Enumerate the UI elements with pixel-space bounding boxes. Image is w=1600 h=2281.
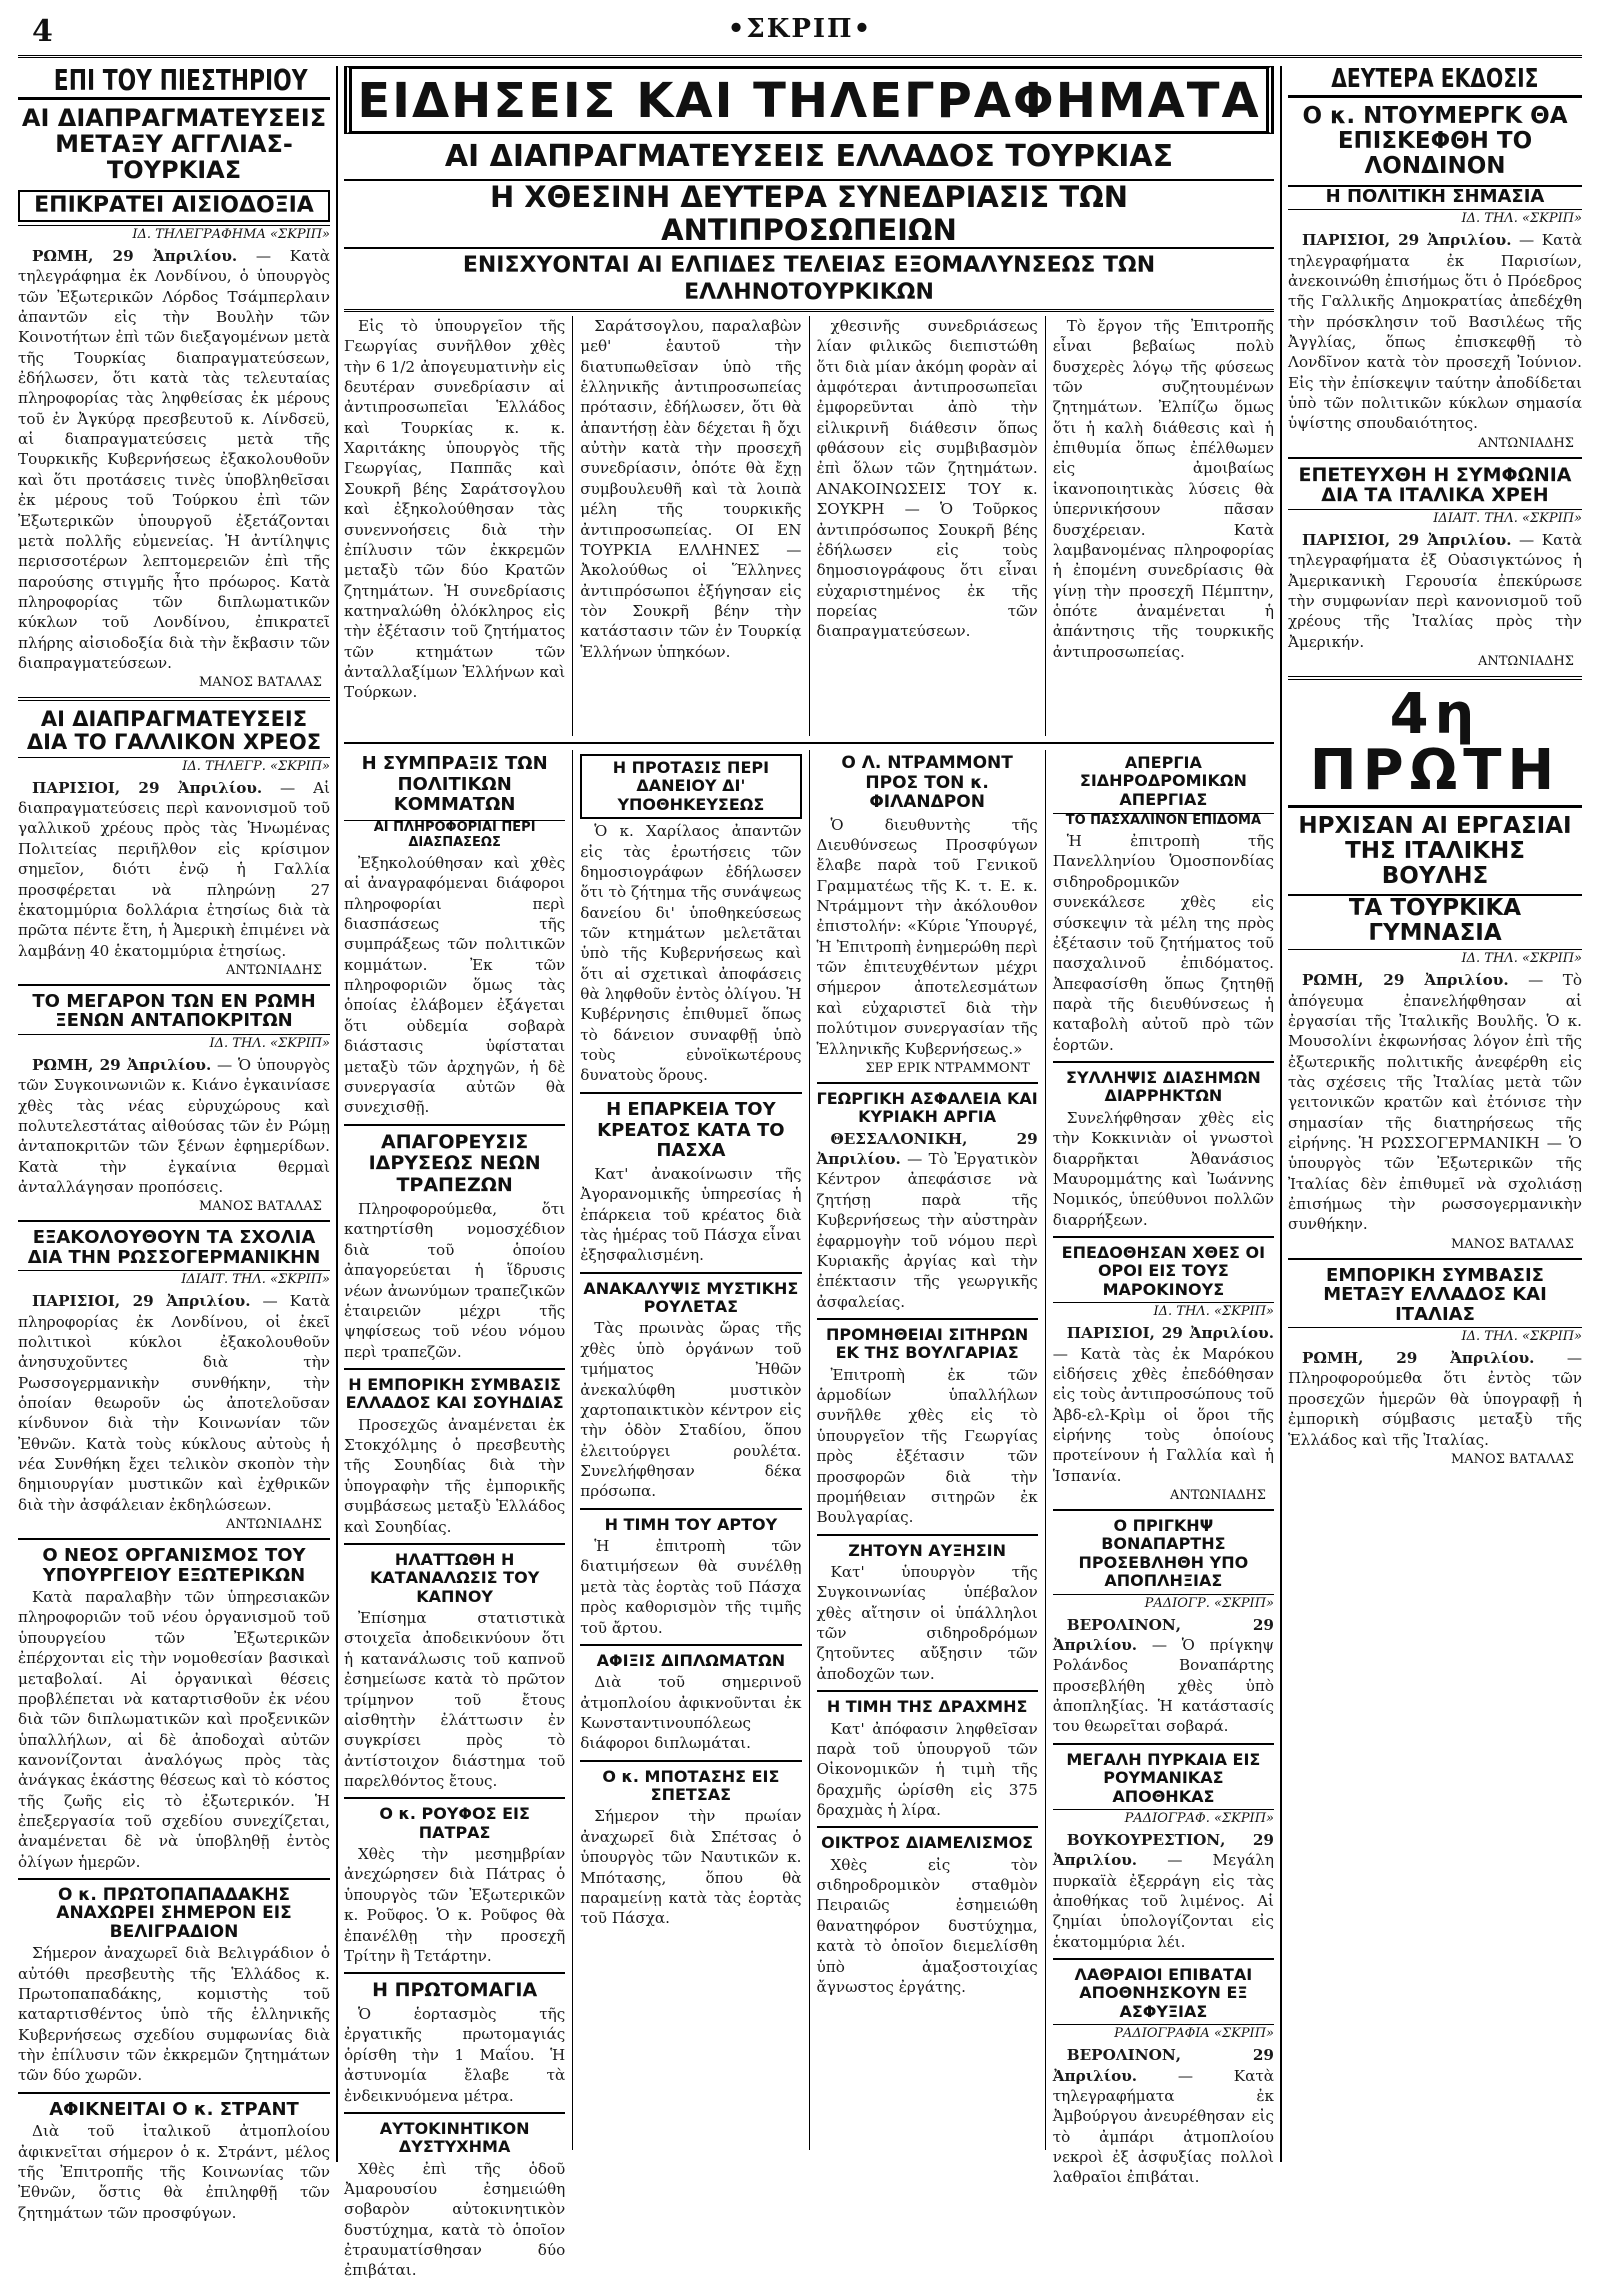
dateline: ΡΩΜΗ, 29 Ἀπριλίου. [1302,971,1509,990]
article-text: Κατὰ παραλαβὴν τῶν ὑπηρεσιακῶν πληροφοριῶν τοῦ νέου ὀργανισμοῦ τοῦ ὑπουργείου τῶν Ἐξωτερικῶν ἐπέρχονται εἰς τὴν νομοθεσίαν βασικαὶ μεταβολαί. Αἱ ὀργανικαὶ θέσεις προβλέπεται νὰ καταρτισθοῦν ἐκ νέου διὰ τῶν διπλωματικῶν καὶ προξενικῶν ὑπαλλήλων, αἱ δὲ ἀποδοχαὶ αὐτῶν κανονίζονται ἀναλόγως πρὸς τὰς ἀνάγκας ἑκάστης θέσεως καὶ τὸ κόστος τῆς ζωῆς εἰς τὸ ἐξωτερικόν. Ἡ ἐπεξεργασία τοῦ σχεδίου συνεχίζεται, ἀναμένεται δὲ νὰ ὑποβληθῇ ἐντὸς ὀλίγων ἡμερῶν. [18,1588,330,1871]
article-subtitle: Η ΠΟΛΙΤΙΚΗ ΣΗΜΑΣΙΑ [1288,185,1582,206]
article-text: Τὰς πρωινὰς ὥρας τῆς χθὲς ὑπὸ ὀργάνων τοῦ τμήματος Ἠθῶν ἀνεκαλύφθη μυστικὸν χαρτοπαικτικὸν κέντρον εἰς τὴν ὁδὸν Σταδίου, ὅπου ἐλειτούργει ρουλέτα. Συνελήφθησαν δέκα πρόσωπα. [580,1319,802,1501]
paper-name: •ΣΚΡΙΠ• [727,14,873,44]
signature: ΜΑΝΟΣ ΒΑΤΑΛΑΣ [1450,1236,1574,1252]
article-title: ΜΕΓΑΛΗ ΠΥΡΚΑΙΑ ΕΙΣ ΡΟΥΜΑΝΙΚΑΣ ΑΠΟΘΗΚΑΣ [1066,1749,1261,1806]
article-text: — Κατὰ τηλεγραφήματα ἐκ Ἀμβούργου ἀνευρέθησαν εἰς τὸ ἀμπάρι ἀτμοπλοίου νεκροὶ ἐξ ἀσφυξίας πολλοὶ λαθραῖοι ἐπιβάται. [1052,2066,1275,2187]
article-title: ΟΙΚΤΡΟΣ ΔΙΑΜΕΛΙΣΜΟΣ [821,1833,1034,1853]
dateline: ΡΩΜΗ, 29 Ἀπριλίου. [1302,1349,1535,1368]
byline: ΙΔ. ΤΗΛ. «ΣΚΡΙΠ» [1053,1302,1274,1319]
article-text: Προσεχῶς ἀναμένεται ἐκ Στοκχόλμης ὁ πρεσβευτὴς τῆς Σουηδίας διὰ τὴν ὑπογραφὴν τῆς ἐμπορικῆς συμβάσεως μεταξὺ Ἑλλάδος καὶ Σουηδίας. [344,1415,566,1536]
article-body [18,1055,330,1198]
section-kicker: ΕΠΙ ΤΟΥ ΠΙΕΣΤΗΡΙΟΥ [53,64,308,97]
signature: ΑΝΤΩΝΙΑΔΗΣ [1477,435,1574,451]
dateline: ΡΩΜΗ, 29 Ἀπριλίου. [32,246,238,265]
article-subtitle: ΤΑ ΤΟΥΡΚΙΚΑ ΓΥΜΝΑΣΙΑ [1288,894,1582,946]
article-title: ΓΕΩΡΓΙΚΗ ΑΣΦΑΛΕΙΑ ΚΑΙ ΚΥΡΙΑΚΗ ΑΡΓΙΑ [816,1088,1038,1127]
signature: ΑΝΤΩΝΙΑΔΗΣ [1477,654,1574,669]
article-text: Κατ' ἀπόφασιν ληφθεῖσαν παρὰ τοῦ ὑπουργοῦ τῶν Οἰκονομικῶν ἡ τιμὴ τῆς δραχμῆς ὡρίσθη εἰς 375 δραχμὰς ἡ λίρα. [816,1719,1038,1819]
signature: ΜΑΝΟΣ ΒΑΤΑΛΑΣ [198,1199,322,1215]
article-title: Ο ΝΕΟΣ ΟΡΓΑΝΙΣΜΟΣ ΤΟΥ ΥΠΟΥΡΓΕΙΟΥ ΕΞΩΤΕΡΙΚΩΝ [42,1545,306,1586]
article-text: — Κατὰ τηλεγραφήματα ἐκ Παρισίων, ἀνεκοινώθη ἐπισήμως ὅτι ὁ Πρόεδρος τῆς Γαλλικῆς Δημοκρατίας ἀπεδέχθη τὴν πρόσκλησιν τοῦ Βασιλέως τῆς Ἀγγλίας, ὅπως ἐπισκεφθῇ τὸ Λονδῖνον κατὰ τὸν προσεχῆ Ἰούνιον. Εἰς τὴν ἐπίσκεψιν ταύτην ἀποδίδεται ὑπὸ τῶν πολιτικῶν κύκλων σημασία ὑψίστης σπουδαιότητος. [1288,231,1582,433]
byline: ΙΔ. ΤΗΛ. «ΣΚΡΙΠ» [18,1034,330,1051]
article-title: ΑΦΙΚΝΕΙΤΑΙ Ο κ. ΣΤΡΑΝΤ [49,2098,299,2120]
article-title: Η ΠΡΟΤΑΣΙΣ ΠΕΡΙ ΔΑΝΕΙΟΥ ΔΙ' ΥΠΟΘΗΚΕΥΣΕΩΣ [580,754,801,819]
article-title: ΗΡΧΙΣΑΝ ΑΙ ΕΡΓΑΣΙΑΙ ΤΗΣ ΙΤΑΛΙΚΗΣ ΒΟΥΛΗΣ [1298,813,1572,889]
article-title: Ο κ. ΡΟΥΦΟΣ ΕΙΣ ΠΑΤΡΑΣ [379,1804,530,1842]
page-number: 4 [32,14,53,49]
article-body [1288,970,1582,1235]
article-title: ΑΙ ΔΙΑΠΡΑΓΜΑΤΕΥΣΕΙΣ ΜΕΤΑΞΥ ΑΓΓΛΙΑΣ-ΤΟΥΡΚΙΑΣ [21,104,327,185]
signature: ΜΑΝΟΣ ΒΑΤΑΛΑΣ [198,675,322,691]
news-banner: ΕΙΔΗΣΕΙΣ ΚΑΙ ΤΗΛΕΓΡΑΦΗΜΑΤΑ [344,66,1274,134]
main-deck: ΕΝΙΣΧΥΟΝΤΑΙ ΑΙ ΕΛΠΙΔΕΣ ΤΕΛΕΙΑΣ ΕΞΟΜΑΛΥΝΣΕΩΣ ΤΩΝ ΕΛΛΗΝΟΤΟΥΡΚΙΚΩΝ [344,253,1274,312]
article-title: Ο κ. ΝΤΟΥΜΕΡΓΚ ΘΑ ΕΠΙΣΚΕΦΘΗ ΤΟ ΛΟΝΔΙΝΟΝ [1302,103,1568,179]
article-title: ΑΦΙΞΙΣ ΔΙΠΛΩΜΑΤΩΝ [596,1650,786,1670]
dateline: ΡΩΜΗ, 29 Ἀπριλίου. [32,1055,212,1074]
dateline: ΒΕΡΟΛΙΝΟΝ, 29 Ἀπριλίου. [1052,2046,1274,2085]
article-body [18,1291,330,1515]
article-body [1053,1615,1274,1737]
article-text: Χθὲς εἰς τὸν σιδηροδρομικὸν σταθμὸν Πειραιῶς ἐσημειώθη θανατηφόρον δυστύχημα, κατὰ τὸ ὁποῖον διεμελίσθη ὑπὸ ἁμαξοστοιχίας ἄγνωστος ἐργάτης. [816,1855,1038,1996]
article-subtitle: ΑΙ ΠΛΗΡΟΦΟΡΙΑΙ ΠΕΡΙ ΔΙΑΣΠΑΣΕΩΣ [344,820,565,851]
page-four-marker: 4η ΠΡΩΤΗ [1288,687,1582,808]
byline: ΙΔ. ΤΗΛ. «ΣΚΡΙΠ» [1288,949,1582,966]
article-title: Η ΤΙΜΗ ΤΟΥ ΑΡΤΟΥ [604,1514,778,1534]
article-text: Ἐπιτροπὴ ἐκ τῶν ἁρμοδίων ὑπαλλήλων συνῆλθε χθὲς εἰς τὸ ὑπουργεῖον τῆς Γεωργίας πρὸς ἐξέτασιν τῶν προσφορῶν διὰ τὴν προμήθειαν σιτηρῶν ἐκ Βουλγαρίας. [816,1365,1038,1527]
article-body [817,1129,1038,1312]
article-title: Ο κ. ΜΠΟΤΑΣΗΣ ΕΙΣ ΣΠΕΤΣΑΣ [602,1766,780,1805]
article-text: Κατ' ὑπουργὸν τῆς Συγκοινωνίας ὑπέβαλον χθὲς αἴτησιν οἱ ὑπάλληλοι τῶν σιδηροδρόμων ζητοῦντες αὔξησιν τῶν ἀποδοχῶν των. [816,1562,1038,1683]
article-subtitle: ΤΟ ΠΑΣΧΑΛΙΝΟΝ ΕΠΙΔΟΜΑ [1053,813,1274,829]
article-text: — Μεγάλη πυρκαϊὰ ἐξερράγη εἰς τὰς ἀποθήκας τοῦ λιμένος. Αἱ ζημίαι ὑπολογίζονται εἰς ἑκατομμύρια λέι. [1052,1851,1274,1951]
article-body [1053,1323,1274,1486]
byline: ΙΔ. ΤΗΛΕΓΡΑΦΗΜΑ «ΣΚΡΙΠ» [18,225,330,242]
article-subtitle: ΕΠΙΚΡΑΤΕΙ ΑΙΣΙΟΔΟΞΙΑ [18,190,330,222]
article-text: Ὁ διευθυντὴς τῆς Διευθύνσεως Προσφύγων ἔλαβε παρὰ τοῦ Γενικοῦ Γραμματέως τῆς Κ. τ. Ε. κ. Ντράμμοντ τὴν ἀκόλουθον ἐπιστολήν: «Κύριε Ὑπουργέ, Ἡ Ἐπιτροπὴ ἐνημερώθη περὶ τῶν ἐπιτευχθέντων μέχρι σήμερον ἀποτελεσμάτων καὶ εὐχαριστεῖ διὰ τὴν πολύτιμον συνεργασίαν τῆς Ἑλληνικῆς Κυβερνήσεως.» [816,815,1038,1058]
article-text: Διὰ τοῦ ἰταλικοῦ ἀτμοπλοίου ἀφικνεῖται σήμερον ὁ κ. Στράντ, μέλος τῆς Ἐπιτροπῆς τῆς Κοινωνίας τῶν Ἐθνῶν, ὅστις θὰ ἐπιληφθῇ τῶν ζητημάτων τῶν προσφύγων. [18,2122,330,2222]
article-title: Ο Λ. ΝΤΡΑΜΜΟΝΤ ΠΡΟΣ ΤΟΝ κ. ΦΙΛΑΝΔΡΟΝ [841,752,1013,813]
article-title: ΤΟ ΜΕΓΑΡΟΝ ΤΩΝ ΕΝ ΡΩΜΗ ΞΕΝΩΝ ΑΝΤΑΠΟΚΡΙΤΩΝ [32,990,316,1032]
article-title: ΣΥΛΛΗΨΙΣ ΔΙΑΣΗΜΩΝ ΔΙΑΡΡΗΚΤΩΝ [1066,1068,1261,1106]
article-text: Χθὲς τὴν μεσημβρίαν ἀνεχώρησεν διὰ Πάτρας ὁ ὑπουργὸς τῶν Ἐξωτερικῶν κ. Ροῦφος. Ὁ κ. Ροῦφος θὰ ἐπανέλθῃ τὴν προσεχῆ Τρίτην ἢ Τετάρτην. [344,1845,566,1965]
byline: ΙΔ. ΤΗΛ. «ΣΚΡΙΠ» [1288,209,1582,226]
article-title: ΑΝΑΚΑΛΥΨΙΣ ΜΥΣΤΙΚΗΣ ΡΟΥΛΕΤΑΣ [583,1278,799,1317]
dateline: ΒΟΥΚΟΥΡΕΣΤΙΟΝ, 29 Ἀπριλίου. [1052,1830,1274,1870]
article-title: Η ΕΠΑΡΚΕΙΑ ΤΟΥ ΚΡΕΑΤΟΣ ΚΑΤΑ ΤΟ ΠΑΣΧΑ [597,1098,785,1162]
dateline: ΠΑΡΙΣΙΟΙ, 29 Ἀπριλίου. [32,1292,251,1311]
signature: ΑΝΤΩΝΙΑΔΗΣ [225,1517,322,1533]
article-body [1053,1830,1274,1952]
dateline: ΠΑΡΙΣΙΟΙ, 29 Ἀπριλίου. [1302,231,1512,250]
article-text: — Ὁ πρίγκηψ Ρολάνδος Βοναπάρτης προσεβλήθη χθὲς ὑπὸ ἀποπληξίας. Ἡ κατάστασίς του θεωρεῖται σοβαρά. [1052,1635,1274,1736]
article-title: ΑΠΕΡΓΙΑ ΣΙΔΗΡΟΔΡΟΜΙΚΩΝ ΑΠΕΡΓΙΑΣ [1079,752,1247,809]
lower-columns [344,750,1275,2280]
article-title: ΕΞΑΚΟΛΟΥΘΟΥΝ ΤΑ ΣΧΟΛΙΑ ΔΙΑ ΤΗΝ ΡΩΣΣΟΓΕΡΜΑΝΙΚΗΝ [27,1227,321,1268]
article-text: Σήμερον ἀναχωρεῖ διὰ Βελιγράδιον ὁ αὐτόθι πρεσβευτὴς τῆς Ἑλλάδος κ. Πρωτοπαπαδάκης, κομιστὴς τοῦ καταρτισθέντος ὑπὸ τῆς ἑλληνικῆς Κυβερνήσεως σχεδίου συμφωνίας διὰ τὴν ἐπίλυσιν τῶν ἐκκρεμῶν ζητημάτων τῶν δύο χωρῶν. [18,1944,330,2085]
article-body [1288,230,1582,434]
lead-story-text: Εἰς τὸ ὑπουργεῖον τῆς Γεωργίας συνῆλθον χθὲς τὴν 6 1/2 ἀπογευματινὴν εἰς δευτέραν συνεδρίασιν αἱ ἀντιπροσωπεῖαι Ἑλλάδος καὶ Τουρκίας κ. κ. Χαριτάκης ὑπουργὸς τῆς Γεωργίας, Παππᾶς καὶ Σουκρῆ βέης Σαράτσογλου καὶ ἐξηκολούθησαν τὰς συνεννοήσεις διὰ τὴν ἐπίλυσιν τῶν ἐκκρεμῶν μεταξὺ τῶν δύο Κρατῶν ζητημάτων. Ἡ συνεδρίασις κατηναλώθη ὁλόκληρος εἰς τὴν ἐξέτασιν τοῦ ζητήματος τῶν κτημάτων τῶν ἀνταλλαξίμων Ἑλλήνων καὶ Τούρκων. [344,316,566,702]
byline: ΙΔ. ΤΗΛ. «ΣΚΡΙΠ» [1288,1327,1582,1344]
masthead [18,6,1582,58]
article-text: — Ὁ ὑπουργὸς τῶν Συγκοινωνιῶν κ. Κιάνο ἐγκαινίασε χθὲς τὰς νέας εὐρυχώρους καὶ πολυτελεστάτας αἰθούσας τῶν ἐν Ρώμῃ ἀνταποκριτῶν τῶν ξένων ἐφημερίδων. Κατὰ τὴν ἐγκαίνια θερμαὶ ἀνταλλάγησαν προπόσεις. [18,1055,331,1197]
right-column [1288,66,1582,2162]
article-text: — Αἱ διαπραγματεύσεις περὶ κανονισμοῦ τοῦ γαλλικοῦ χρέους πρὸς τὰς Ἡνωμένας Πολιτείας περιῆλθον εἰς κρίσιμον σημεῖον, διότι ἐνῷ ἡ Γαλλία προσφέρεται νὰ πληρώνῃ 27 ἑκατομμύρια δολλάρια ἐτησίως διὰ τὰ πρῶτα πέντε ἔτη, ἡ Ἀμερικὴ ἐπιμένει νὰ λαμβάνῃ 40 ἑκατομμύρια ἐτησίως. [18,778,330,960]
article-text: Κατ' ἀνακοίνωσιν τῆς Ἀγορανομικῆς ὑπηρεσίας ἡ ἐπάρκεια τοῦ κρέατος διὰ τὰς ἡμέρας τοῦ Πάσχα εἶναι ἐξησφαλισμένη. [580,1164,802,1265]
article-title: ΑΙ ΔΙΑΠΡΑΓΜΑΤΕΥΣΕΙΣ ΔΙΑ ΤΟ ΓΑΛΛΙΚΟΝ ΧΡΕΟΣ [26,707,322,755]
article-text: — Τὸ ἀπόγευμα ἐπανελήφθησαν αἱ ἐργασίαι τῆς Ἰταλικῆς Βουλῆς. Ὁ κ. Μουσολίνι ἐκφωνήσας λόγον ἐπὶ τῆς ἐξωτερικῆς πολιτικῆς ἀνεφέρθη εἰς τὰς σχέσεις τῆς Ἰταλίας μετὰ τῶν γειτονικῶν κρατῶν καὶ ἐτόνισε τὴν σημασίαν τῆς διατηρήσεως τῆς εἰρήνης. Ἡ ΡΩΣΣΟΓΕΡΜΑΝΙΚΗ — Ὁ ὑπουργὸς τῶν Ἐξωτερικῶν τῆς Ἰταλίας δὲν ἐπιθυμεῖ νὰ σχολιάσῃ ἐπισήμως τὴν ρωσσογερμανικὴν συνθήκην. [1288,971,1582,1234]
byline: ΙΔΙΑΙΤ. ΤΗΛ. «ΣΚΡΙΠ» [1288,509,1582,526]
article-title: ΑΠΑΓΟΡΕΥΣΙΣ ΙΔΡΥΣΕΩΣ ΝΕΩΝ ΤΡΑΠΕΖΩΝ [368,1130,541,1197]
article-text: Συνελήφθησαν χθὲς εἰς τὴν Κοκκινιὰν οἱ γνωστοὶ διαρρῆκται Ἀθανάσιος Μαυρομμάτης καὶ Ἰωάννης Νομικός, ὑπεύθυνοι πολλῶν διαρρήξεων. [1052,1108,1274,1229]
article-title: Ο κ. ΠΡΩΤΟΠΑΠΑΔΑΚΗΣ ΑΝΑΧΩΡΕΙ ΣΗΜΕΡΟΝ ΕΙΣ ΒΕΛΙΓΡΑΔΙΟΝ [56,1885,292,1942]
main-subheadline: Η ΧΘΕΣΙΝΗ ΔΕΥΤΕΡΑ ΣΥΝΕΔΡΙΑΣΙΣ ΤΩΝ ΑΝΤΙΠΡΟΣΩΠΕΙΩΝ [344,179,1274,250]
article-text: — Κατὰ πληροφορίας ἐκ Λονδίνου, οἱ ἐκεῖ πολιτικοὶ κύκλοι ἐξακολουθοῦν ἀνησυχοῦντες διὰ τὴν Ρωσσογερμανικὴν συνθήκην, τὴν ὁποίαν θεωροῦν ὡς ἀποτελοῦσαν κίνδυνον διὰ τὴν Κοινωνίαν τῶν Ἐθνῶν. Κατὰ τοὺς κύκλους αὐτοὺς ἡ νέα Συνθήκη ἔχει τελικὸν σκοπὸν τὴν δημιουργίαν μυστικῶν καὶ ἐχθρικῶν διὰ τὴν ἀσφάλειαν ἐκδηλώσεων. [18,1292,330,1514]
article-body [1053,2045,1274,2188]
article-title: Η ΠΡΩΤΟΜΑΓΙΑ [372,1979,538,2002]
article-title: ΕΠΕΔΟΘΗΣΑΝ ΧΘΕΣ ΟΙ ΟΡΟΙ ΕΙΣ ΤΟΥΣ ΜΑΡΟΚΙΝΟΥΣ [1061,1242,1266,1299]
article-body [1288,530,1582,652]
article-text: Χθὲς ἐπὶ τῆς ὁδοῦ Ἀμαρουσίου ἐσημειώθη σοβαρὸν αὐτοκινητικὸν δυστύχημα, κατὰ τὸ ὁποῖον ἐτραυματίσθησαν δύο ἐπιβάται. [344,2159,566,2280]
dateline: ΠΑΡΙΣΙΟΙ, 29 Ἀπριλίου. [1066,1324,1274,1343]
dateline: ΒΕΡΟΛΙΝΟΝ, 29 Ἀπριλίου. [1052,1615,1274,1654]
signature: ΜΑΝΟΣ ΒΑΤΑΛΑΣ [1450,1451,1574,1467]
signature: ΣΕΡ ΕΡΙΚ ΝΤΡΑΜΜΟΝΤ [865,1060,1030,1076]
article-text: Ἡ ἐπιτροπὴ τῶν διατιμήσεων θὰ συνέλθῃ μετὰ τὰς ἑορτὰς τοῦ Πάσχα πρὸς καθορισμὸν τῆς τιμῆς τοῦ ἄρτου. [580,1537,802,1637]
lead-story-columns [344,316,1274,736]
dateline: ΠΑΡΙΣΙΟΙ, 29 Ἀπριλίου. [1302,530,1512,549]
article-text: Ἐπίσημα στατιστικὰ στοιχεῖα ἀποδεικνύουν ὅτι ἡ κατανάλωσις τοῦ καπνοῦ ἐσημείωσε κατὰ τὸ πρῶτον τρίμηνον τοῦ ἔτους αἰσθητὴν ἐλάττωσιν ἐν συγκρίσει πρὸς τὸ ἀντίστοιχον διάστημα τοῦ παρελθόντος ἔτους. [344,1609,566,1790]
article-text: — Πληροφορούμεθα ὅτι ἐντὸς τῶν προσεχῶν ἡμερῶν θὰ ὑπογραφῇ ἡ ἐμπορικὴ σύμβασις μεταξὺ τῆς Ἑλλάδος καὶ τῆς Ἰταλίας. [1288,1349,1582,1449]
signature: ΑΝΤΩΝΙΑΔΗΣ [225,962,322,978]
dateline: ΘΕΣΣΑΛΟΝΙΚΗ, 29 Ἀπριλίου. [816,1129,1038,1169]
lead-story-text: χθεσινῆς συνεδριάσεως λίαν φιλικῶς διεπιστώθη ὅτι διὰ μίαν ἀκόμη φορὰν αἱ ἀμφότεραι ἀντιπροσωπεῖαι ἐμφορεῦνται ἀπὸ τὴν εἰλικρινῆ διάθεσιν ὅπως φθάσουν εἰς συμβιβασμὸν ἐπὶ ὅλων τῶν ζητημάτων. ΑΝΑΚΟΙΝΩΣΕΙΣ ΤΟΥ κ. ΣΟΥΚΡΗ — Ὁ Τοῦρκος ἀντιπρόσωπος Σουκρῆ βέης ἐδήλωσεν εἰς τοὺς δημοσιογράφους ὅτι εἶναι εὐχαριστημένος ἐκ τῆς πορείας τῶν διαπραγματεύσεων. [816,316,1038,641]
article-title: Ο ΠΡΙΓΚΗΨ ΒΟΝΑΠΑΡΤΗΣ ΠΡΟΣΕΒΛΗΘΗ ΥΠΟ ΑΠΟΠΛΗΞΙΑΣ [1078,1516,1249,1591]
article-title: ΑΥΤΟΚΙΝΗΤΙΚΟΝ ΔΥΣΤΥΧΗΜΑ [379,2118,530,2157]
article-text: Σήμερον τὴν πρωίαν ἀναχωρεῖ διὰ Σπέτσας ὁ ὑπουργὸς τῶν Ναυτικῶν κ. Μπότασης, ὅπου θὰ παραμείνῃ κατὰ τὰς ἑορτὰς τοῦ Πάσχα. [580,1807,802,1928]
section-kicker: ΔΕΥΤΕΡΑ ΕΚΔΟΣΙΣ [1331,64,1539,94]
article-title: ΗΛΑΤΤΩΘΗ Η ΚΑΤΑΝΑΛΩΣΙΣ ΤΟΥ ΚΑΠΝΟΥ [369,1549,540,1606]
byline: ΙΔΙΑΙΤ. ΤΗΛ. «ΣΚΡΙΠ» [18,1270,330,1287]
dateline: ΠΑΡΙΣΙΟΙ, 29 Ἀπριλίου. [32,778,263,797]
article-title: Η ΕΜΠΟΡΙΚΗ ΣΥΜΒΑΣΙΣ ΕΛΛΑΔΟΣ ΚΑΙ ΣΟΥΗΔΙΑΣ [345,1374,564,1413]
byline: ΡΑΔΙΟΓΡ. «ΣΚΡΙΠ» [1053,1594,1274,1611]
article-text: — Τὸ Ἐργατικὸν Κέντρον ἀπεφάσισε νὰ ζητήσῃ παρὰ τῆς Κυβερνήσεως τὴν αὐστηρὰν ἐφαρμογὴν τοῦ νόμου περὶ Κυριακῆς ἀργίας καὶ τὴν ἐπέκτασιν τῆς γεωργικῆς ἀσφαλείας. [816,1150,1038,1311]
article-title: ΕΠΕΤΕΥΧΘΗ Η ΣΥΜΦΩΝΙΑ ΔΙΑ ΤΑ ΙΤΑΛΙΚΑ ΧΡΕΗ [1298,463,1572,507]
article-title: Η ΤΙΜΗ ΤΗΣ ΔΡΑΧΜΗΣ [826,1697,1028,1717]
signature: ΑΝΤΩΝΙΑΔΗΣ [1169,1488,1266,1504]
article-title: ΖΗΤΟΥΝ ΑΥΞΗΣΙΝ [848,1540,1007,1560]
center-block [344,66,1275,2280]
article-title: Η ΣΥΜΠΡΑΞΙΣ ΤΩΝ ΠΟΛΙΤΙΚΩΝ ΚΟΜΜΑΤΩΝ [361,752,548,816]
article-title: ΕΜΠΟΡΙΚΗ ΣΥΜΒΑΣΙΣ ΜΕΤΑΞΥ ΕΛΛΑΔΟΣ ΚΑΙ ΙΤΑΛΙΑΣ [1323,1264,1547,1325]
article-text: Πληροφορούμεθα, ὅτι κατηρτίσθη νομοσχέδιον διὰ τοῦ ὁποίου ἀπαγορεύεται ἡ ἵδρυσις νέων ἀνωνύμων τραπεζικῶν ἑταιρειῶν μέχρι τῆς ψηφίσεως τοῦ νέου νόμου περὶ τραπεζῶν. [344,1200,566,1361]
article-body [18,246,330,674]
lead-story-text: Τὸ ἔργον τῆς Ἐπιτροπῆς εἶναι βεβαίως πολὺ δυσχερὲς λόγῳ τῆς φύσεως τῶν συζητουμένων ζητημάτων. Ἐλπίζω ὅμως ὅτι ἡ καλὴ διάθεσις καὶ ἡ ἐπιθυμία ὅπως ἐπέλθωμεν εἰς ἀμοιβαίως ἱκανοποιητικὰς λύσεις θὰ ὑπερνικήσουν πᾶσαν δυσχέρειαν. Κατὰ λαμβανομένας πληροφορίας ἡ ἐπομένη συνεδρίασις θὰ γίνῃ τὴν προσεχῆ Πέμπτην, ὁπότε ἀναμένεται ἡ ἀπάντησις τῆς τουρκικῆς ἀντιπροσωπείας. [1052,316,1274,661]
article-text: Ὁ ἑορτασμὸς τῆς ἐργατικῆς πρωτομαγιάς ὁρίσθη τὴν 1 Μαΐου. Ἡ ἀστυνομία ἔλαβε τὰ ἐνδεικνυόμενα μέτρα. [344,2005,566,2105]
article-title: ΠΡΟΜΗΘΕΙΑΙ ΣΙΤΗΡΩΝ ΕΚ ΤΗΣ ΒΟΥΛΓΑΡΙΑΣ [825,1324,1029,1363]
article-text: Ὁ κ. Χαρίλαος ἀπαντῶν εἰς τὰς ἐρωτήσεις τῶν δημοσιογράφων ἐδήλωσεν ὅτι τὸ ζήτημα τῆς συνάψεως δανείου δι' ὑποθηκεύσεως τῶν κτημάτων μελετᾶται ὑπὸ τῆς Κυβερνήσεως καὶ ὅτι αἱ σχετικαὶ ἀποφάσεις θὰ ληφθοῦν ἐντὸς ὀλίγου. Ἡ Κυβέρνησις ἐπιθυμεῖ ὅπως τὸ δάνειον συναφθῇ ὑπὸ τοὺς εὐνοϊκωτέρους δυνατοὺς ὅρους. [580,822,802,1085]
article-body [18,778,330,961]
article-text: Ἡ ἐπιτροπὴ τῆς Πανελληνίου Ὁμοσπονδίας σιδηροδρομικῶν συνεκάλεσε χθὲς εἰς σύσκεψιν τὰ μέλη της πρὸς ἐξέτασιν τοῦ ζητήματος τοῦ πασχαλινοῦ ἐπιδόματος. Ἀπεφασίσθη ὅπως ζητηθῇ παρὰ τῆς διευθύνσεως ἡ καταβολὴ αὐτοῦ πρὸ τῶν ἑορτῶν. [1052,832,1274,1054]
left-column [18,64,331,2222]
lead-story-text: Σαράτσογλου, παραλαβὼν μεθ' ἑαυτοῦ τὴν διατυπωθεῖσαν ὑπὸ τῆς ἑλληνικῆς ἀντιπροσωπείας πρότασιν, ἐδήλωσεν, ὅτι θὰ ἀπαντήσῃ ἐὰν δέχεται ἢ ὄχι αὐτὴν κατὰ τὴν προσεχῆ συνεδρίασιν, ὁπότε θὰ ἔχῃ συμβουλευθῆ καὶ τὰ λοιπὰ μέλη τῆς τουρκικῆς ἀντιπροσωπείας. ΟΙ ΕΝ ΤΟΥΡΚΙΑ ΕΛΛΗΝΕΣ — Ἀκολούθως οἱ Ἕλληνες ἀντιπρόσωποι ἐξήγησαν εἰς τὸν Σουκρῆ βέην τὴν κατάστασιν τῶν ἐν Τουρκίᾳ Ἑλλήνων ὑπηκόων. [580,316,802,661]
article-title: ΛΑΘΡΑΙΟΙ ΕΠΙΒΑΤΑΙ ΑΠΟΘΝΗΣΚΟΥΝ ΕΞ ΑΣΦΥΞΙΑΣ [1074,1965,1253,2021]
byline: ΡΑΔΙΟΓΡΑΦ. «ΣΚΡΙΠ» [1053,1809,1274,1826]
article-text: Διὰ τοῦ σημερινοῦ ἀτμοπλοίου ἀφικνοῦνται ἐκ Κωνσταντινουπόλεως διάφοροι διπλωμάται. [580,1673,802,1753]
article-body [1288,1348,1582,1450]
byline: ΙΔ. ΤΗΛΕΓΡ. «ΣΚΡΙΠ» [18,757,330,774]
byline: ΡΑΔΙΟΓΡΑΦΙΑ «ΣΚΡΙΠ» [1053,2024,1274,2041]
article-text: — Κατὰ τηλεγράφημα ἐκ Λονδίνου, ὁ ὑπουργὸς τῶν Ἐξωτερικῶν Λόρδος Τσάμπερλαιν ἀπαντῶν εἰς τὴν Βουλὴν τῶν Κοινοτήτων ἐπὶ τῶν διεξαγομένων μετὰ τῆς Τουρκίας διαπραγματεύσεων, ἐδήλωσεν, ὅτι κατὰ τὰς τελευταίας πληροφορίας τὰς ληφθείσας ἐκ μέρους τοῦ ἐν Ἀγκύρᾳ πρεσβευτοῦ κ. Λίνδσεϋ, αἱ διαπραγματεύσεις μετὰ τῆς Τουρκικῆς Κυβερνήσεως ἐξακολουθοῦν καὶ ὅτι προτάσεις τινὲς ὑποβληθεῖσαι ἐκ μέρους τοῦ Τούρκου ἐπὶ τῶν Ἐξωτερικῶν ὑπουργοῦ ἐξετάζονται μετὰ πολλῆς εὐμενείας. Ἡ ἀντίληψις περισσοτέρων λεπτομερειῶν ἐπὶ τῆς παρούσης στιγμῆς ἦτο πρόωρος. Κατὰ πληροφορίας τῶν διπλωματικῶν κύκλων τοῦ Λονδίνου, ἐπικρατεῖ πλήρης αἰσιοδοξία διὰ τὴν ἔκβασιν τῶν διαπραγματεύσεων. [18,246,331,673]
article-text: Ἐξηκολούθησαν καὶ χθὲς αἱ ἀναγραφόμεναι διάφοροι πληροφορίαι περὶ διασπάσεως τῆς συμπράξεως τῶν πολιτικῶν κομμάτων. Ἐκ τῶν πληροφοριῶν ὅμως τὰς ὁποίας ἐλάβομεν ἐξάγεται ὅτι οὐδεμία σοβαρὰ διάστασις ὑφίσταται μεταξὺ τῶν ἀρχηγῶν, ἡ δὲ συνεργασία αὐτῶν θὰ συνεχισθῇ. [344,853,566,1117]
article-text: — Κατὰ τηλεγραφήματα ἐξ Οὐασιγκτώνος ἡ Ἀμερικανικὴ Γερουσία ἐπεκύρωσε τὴν συμφωνίαν περὶ κανονισμοῦ τοῦ χρέους τῆς Ἰταλίας πρὸς τὴν Ἀμερικήν. [1288,530,1582,651]
article-text: — Κατὰ τὰς ἐκ Μαρόκου εἰδήσεις χθὲς ἐπεδόθησαν εἰς τοὺς ἀντιπροσώπους τοῦ Ἀβδ-ελ-Κρὶμ οἱ ὅροι τῆς εἰρήνης τοὺς ὁποίους προτείνουν ἡ Γαλλία καὶ ἡ Ἱσπανία. [1052,1344,1274,1485]
main-headline: ΑΙ ΔΙΑΠΡΑΓΜΑΤΕΥΣΕΙΣ ΕΛΛΑΔΟΣ ΤΟΥΡΚΙΑΣ [444,139,1174,174]
